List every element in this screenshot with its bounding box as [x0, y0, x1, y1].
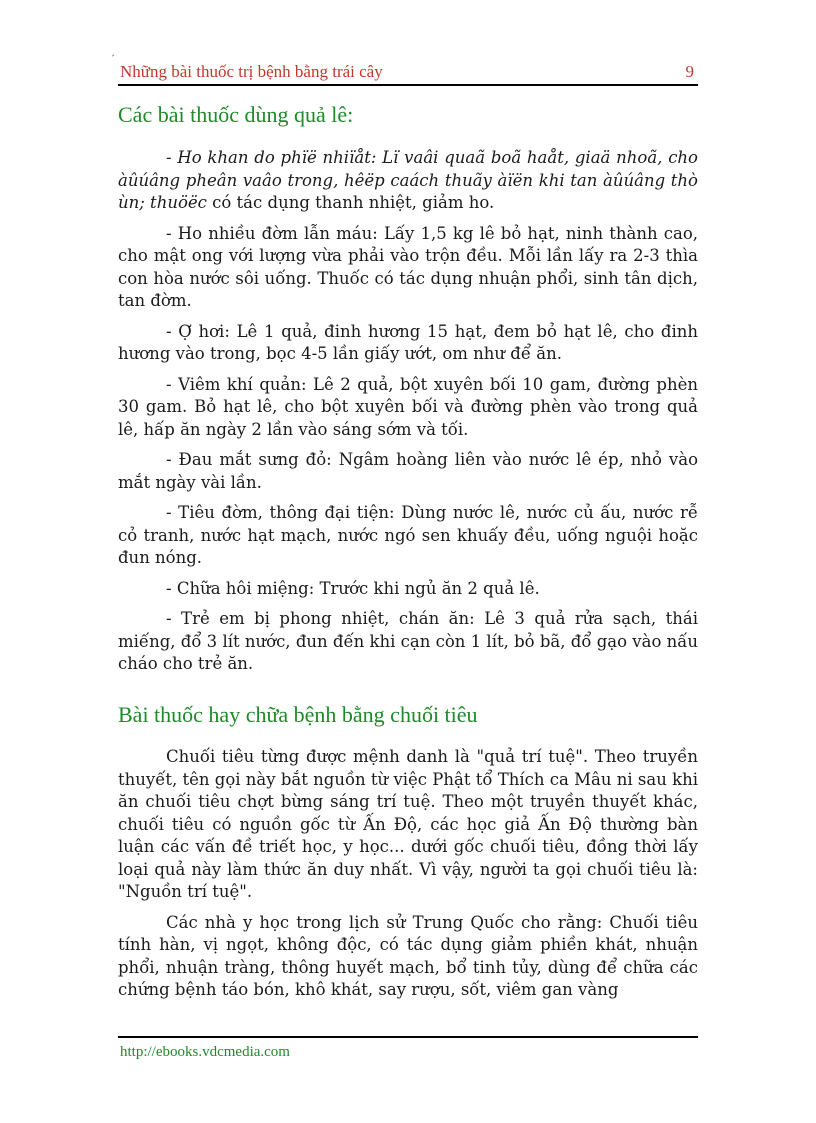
remedy-text-tail: có tác dụng thanh nhiệt, giảm ho. [206, 193, 495, 212]
footer-rule [118, 1036, 698, 1038]
pear-remedy-6: - Tiêu đờm, thông đại tiện: Dùng nước lê, nước củ ấu, nước rễ cỏ tranh, nước hạt mạch, nước ngó sen khuấy đều, uống nguội hoặc đun nóng. [118, 503, 698, 567]
banana-section-heading: Bài thuốc hay chữa bệnh bằng chuối tiêu [118, 702, 478, 727]
pear-remedy-2: - Ho nhiều đờm lẫn máu: Lấy 1,5 kg lê bỏ hạt, ninh thành cao, cho mật ong với lượng vừa phải vào trộn đều. Mỗi lần lấy ra 2-3 thìa con hòa nước sôi uống. Thuốc có tác dụng nhuận phổi, sinh tân dịch, tan đờm. [118, 223, 698, 310]
header-title: Những bài thuốc trị bệnh bằng trái cây [120, 62, 383, 81]
book-page [111, 52, 698, 1068]
running-header [111, 52, 698, 86]
pear-remedy-7: - Chữa hôi miệng: Trước khi ngủ ăn 2 quả lê. [166, 578, 540, 598]
pear-remedy-3: - Ợ hơi: Lê 1 quả, đinh hương 15 hạt, đem bỏ hạt lê, cho đinh hương vào trong, bọc 4-5 lần giấy ướt, om như để ăn. [118, 321, 698, 363]
banana-paragraph-2: Các nhà y học trong lịch sử Trung Quốc cho rằng: Chuối tiêu tính hàn, vị ngọt, không độc, có tác dụng giảm phiền khát, nhuận phổi, nhuận tràng, thông huyết mạch, bổ tinh tủy, dùng để chữa các chứng bệnh táo bón, khô khát, say rượu, sốt, viêm gan vàng [118, 912, 698, 999]
header-tick-mark: ´ [111, 52, 115, 66]
pear-section-heading: Các bài thuốc dùng quả lê: [118, 102, 354, 127]
banana-text [118, 746, 698, 1010]
footer-url: http://ebooks.vdcmedia.com [120, 1044, 290, 1060]
pear-remedy-5: - Đau mắt sưng đỏ: Ngâm hoàng liên vào nước lê ép, nhỏ vào mắt ngày vài lần. [118, 450, 698, 492]
page-number: 9 [685, 62, 694, 81]
pear-remedies [118, 147, 698, 684]
pear-remedy-8: - Trẻ em bị phong nhiệt, chán ăn: Lê 3 quả rửa sạch, thái miếng, đổ 3 lít nước, đun đến khi cạn còn 1 lít, bỏ bã, đổ gạo vào nấu cháo cho trẻ ăn. [118, 609, 698, 673]
garbled-text: - Ho khan do phïë nhiïåt: Lï vaâi quaã boã haåt, giaä nhoã, cho àûúâng pheân vaâo trong, hêëp caách thuãy àïën khi tan àûúâng thò ùn; thuöëc [118, 148, 698, 212]
banana-paragraph-1: Chuối tiêu từng được mệnh danh là "quả trí tuệ". Theo truyền thuyết, tên gọi này bắt nguồn từ việc Phật tổ Thích ca Mâu ni sau khi ăn chuối tiêu chợt bừng sáng trí tuệ. Theo một truyền thuyết khác, chuối tiêu có nguồn gốc từ Ấn Độ, các học giả Ấn Độ thường bàn luận các vấn đề triết học, y học... dưới gốc chuối tiêu, đồng thời lấy loại quả này làm thức ăn duy nhất. Vì vậy, người ta gọi chuối tiêu là: "Nguồn trí tuệ". [118, 747, 698, 901]
pear-remedy-4: - Viêm khí quản: Lê 2 quả, bột xuyên bối 10 gam, đường phèn 30 gam. Bỏ hạt lê, cho bột xuyên bối và đường phèn vào trong quả lê, hấp ăn ngày 2 lần vào sáng sớm và tối. [118, 374, 698, 439]
pear-remedy-1 [118, 147, 698, 215]
